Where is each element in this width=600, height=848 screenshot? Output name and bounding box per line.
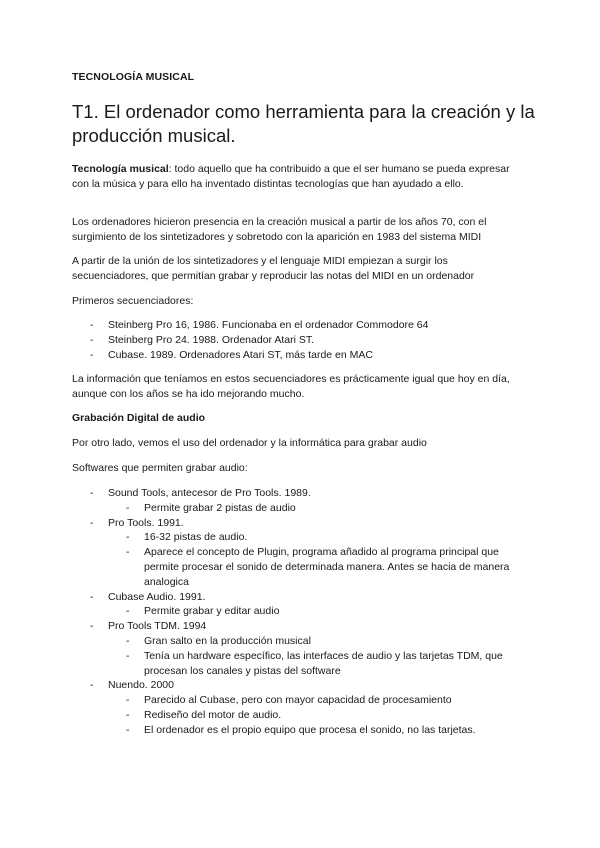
list-item: - Steinberg Pro 24. 1988. Ordenador Atari ST. (72, 333, 532, 348)
sub-list-item: - Rediseño del motor de audio. (72, 708, 532, 723)
sub-list-item: - Aparece el concepto de Plugin, programa añadido al programa principal que permite procesar el sonido de determinada manera. Antes se hacia de manera analogica (72, 545, 532, 589)
sub-list-item: - El ordenador es el propio equipo que procesa el sonido, no las tarjetas. (72, 723, 532, 738)
sub-list-item: - Permite grabar 2 pistas de audio (72, 501, 532, 516)
list-item: - Cubase. 1989. Ordenadores Atari ST, más tarde en MAC (72, 348, 532, 363)
sub-list-item: - Parecido al Cubase, pero con mayor capacidad de procesamiento (72, 693, 532, 708)
sub-list-item: - Permite grabar y editar audio (72, 604, 532, 619)
section-heading: Grabación Digital de audio (72, 412, 206, 424)
list-item: - Sound Tools, antecesor de Pro Tools. 1989. (72, 486, 532, 501)
list-item: - Nuendo. 2000 (72, 678, 532, 693)
intro-definition: : todo aquello que ha contribuido a que el ser humano se pueda expresar con la música y para ello ha inventado distintas tecnologías que han ayudado a ello. (72, 163, 510, 190)
list-item: - Cubase Audio. 1991. (72, 590, 532, 605)
list-item: - Steinberg Pro 16, 1986. Funcionaba en el ordenador Commodore 64 (72, 318, 532, 333)
sequencer-list (72, 318, 532, 362)
paragraph-audio: Por otro lado, vemos el uso del ordenador y la informática para grabar audio (72, 437, 427, 449)
page-title: T1. El ordenador como herramienta para la creación y la producción musical. (72, 101, 535, 146)
audio-software-list (72, 486, 532, 738)
sub-list-item: - Gran salto en la producción musical (72, 634, 532, 649)
intro-paragraph (72, 162, 527, 192)
list-item: - Pro Tools TDM. 1994 (72, 619, 532, 634)
paragraph-sequencers: A partir de la unión de los sintetizadores y el lenguaje MIDI empiezan a surgir los secuenciadores, que permitían grabar y reproducir las notas del MIDI en un ordenador (72, 255, 475, 282)
intro-term: Tecnología musical (72, 163, 169, 175)
sub-list-item: - 16-32 pistas de audio. (72, 530, 532, 545)
paragraph-computers: Los ordenadores hicieron presencia en la creación musical a partir de los años 70, con el surgimiento de los sintetizadores y sobretodo con la aparición en 1983 del sistema MIDI (72, 216, 487, 243)
subject-label: TECNOLOGÍA MUSICAL (72, 71, 195, 83)
paragraph-software: Softwares que permiten grabar audio: (72, 462, 248, 474)
paragraph-first-sequencers: Primeros secuenciadores: (72, 295, 194, 307)
list-item: - Pro Tools. 1991. (72, 516, 532, 531)
sub-list-item: - Tenía un hardware específico, las interfaces de audio y las tarjetas TDM, que procesan los canales y pistas del software (72, 649, 532, 679)
paragraph-information: La información que teníamos en estos secuenciadores es prácticamente igual que hoy en día, aunque con los años se ha ido mejorando mucho. (72, 373, 510, 400)
